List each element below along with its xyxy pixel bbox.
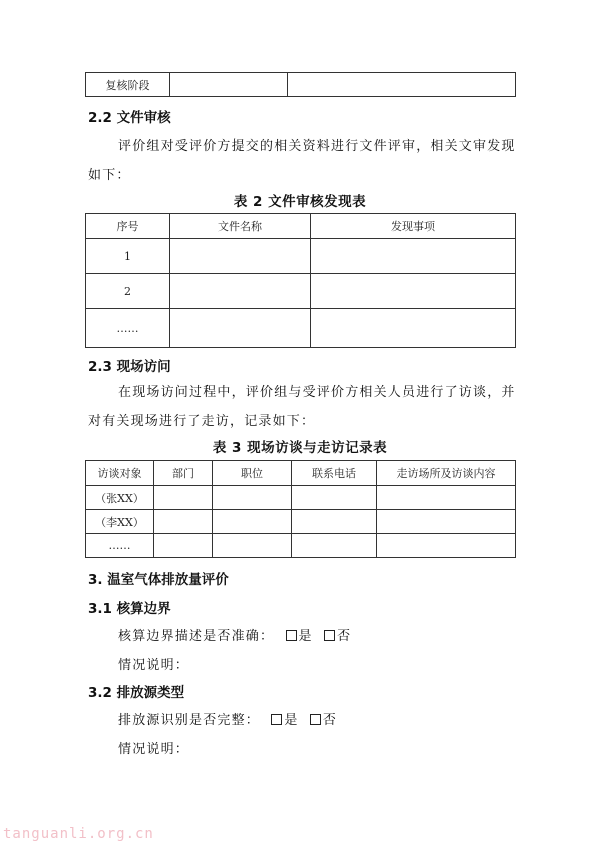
table-3-row-3-department bbox=[154, 534, 213, 558]
table-3-header-position: 职位 bbox=[213, 461, 292, 486]
section-2-2-paragraph-line1: 评价组对受评价方提交的相关资料进行文件评审，相关文审发现 bbox=[118, 139, 516, 154]
table-3-row-1-department bbox=[154, 486, 213, 510]
table-3-row-3-position bbox=[213, 534, 292, 558]
section-3-2-no-checkbox[interactable] bbox=[310, 714, 321, 725]
table-3-row-3-interviewee: …… bbox=[86, 534, 154, 558]
table-2-header-findings: 发现事项 bbox=[311, 214, 516, 239]
table-3-row-1-position bbox=[213, 486, 292, 510]
table-3-header-department: 部门 bbox=[154, 461, 213, 486]
table-2-header-filename: 文件名称 bbox=[170, 214, 311, 239]
section-3-1-yes-checkbox[interactable] bbox=[286, 630, 297, 641]
section-2-3-paragraph-line1: 在现场访问过程中，评价组与受评价方相关人员进行了访谈，并 bbox=[118, 385, 516, 400]
table-2-row-2-findings bbox=[311, 274, 516, 309]
section-2-3-paragraph-line2: 对有关现场进行了走访，记录如下： bbox=[88, 414, 316, 429]
section-2-2-paragraph-line2: 如下： bbox=[88, 168, 131, 183]
review-stage-cell-a bbox=[170, 73, 288, 97]
table-3 bbox=[85, 460, 516, 558]
section-3-1-question-line bbox=[118, 625, 351, 644]
table-3-header-interviewee: 访谈对象 bbox=[86, 461, 154, 486]
table-2-row-3-index: …… bbox=[86, 309, 170, 348]
table-2 bbox=[85, 213, 516, 348]
section-3-2-question-line bbox=[118, 709, 337, 728]
table-2-row-1-findings bbox=[311, 239, 516, 274]
review-stage-cell-b bbox=[288, 73, 516, 97]
section-2-3-heading: 2.3 现场访问 bbox=[88, 359, 171, 375]
table-2-row-3-filename bbox=[170, 309, 311, 348]
table-3-row-1-interviewee: （张XX） bbox=[86, 486, 154, 510]
section-3-1-note: 情况说明： bbox=[118, 658, 190, 673]
table-3-row-2-content bbox=[377, 510, 516, 534]
table-3-row-1-phone bbox=[292, 486, 377, 510]
section-3-1-no-label: 否 bbox=[337, 629, 352, 644]
table-3-row-1-content bbox=[377, 486, 516, 510]
site-watermark: tanguanli.org.cn bbox=[3, 826, 154, 842]
review-stage-label: 复核阶段 bbox=[86, 73, 170, 97]
table-3-header-content: 走访场所及访谈内容 bbox=[377, 461, 516, 486]
section-3-2-note: 情况说明： bbox=[118, 742, 190, 757]
section-3-2-yes-checkbox[interactable] bbox=[271, 714, 282, 725]
section-3-2-question: 排放源识别是否完整： bbox=[118, 713, 261, 728]
table-2-caption: 表 2 文件审核发现表 bbox=[233, 194, 367, 210]
table-3-row-2-phone bbox=[292, 510, 377, 534]
table-3-row-2-interviewee: （李XX） bbox=[86, 510, 154, 534]
table-3-caption: 表 3 现场访谈与走访记录表 bbox=[212, 440, 388, 456]
section-3-1-question: 核算边界描述是否准确： bbox=[118, 629, 275, 644]
table-2-row-2-filename bbox=[170, 274, 311, 309]
section-3-heading: 3. 温室气体排放量评价 bbox=[88, 572, 229, 588]
table-2-row-2-index: 2 bbox=[86, 274, 170, 309]
table-3-row-3-phone bbox=[292, 534, 377, 558]
table-3-row-3-content bbox=[377, 534, 516, 558]
table-3-row-2-position bbox=[213, 510, 292, 534]
section-3-1-no-checkbox[interactable] bbox=[324, 630, 335, 641]
section-3-1-yes-label: 是 bbox=[298, 629, 313, 644]
table-2-header-index: 序号 bbox=[86, 214, 170, 239]
table-2-row-1-filename bbox=[170, 239, 311, 274]
section-3-1-heading: 3.1 核算边界 bbox=[88, 601, 171, 617]
review-stage-table bbox=[85, 72, 516, 97]
section-3-2-yes-label: 是 bbox=[284, 713, 299, 728]
table-2-row-1-index: 1 bbox=[86, 239, 170, 274]
table-2-row-3-findings bbox=[311, 309, 516, 348]
table-3-header-phone: 联系电话 bbox=[292, 461, 377, 486]
table-3-row-2-department bbox=[154, 510, 213, 534]
section-3-2-heading: 3.2 排放源类型 bbox=[88, 685, 185, 701]
section-3-2-no-label: 否 bbox=[322, 713, 338, 728]
section-2-2-heading: 2.2 文件审核 bbox=[88, 110, 171, 126]
